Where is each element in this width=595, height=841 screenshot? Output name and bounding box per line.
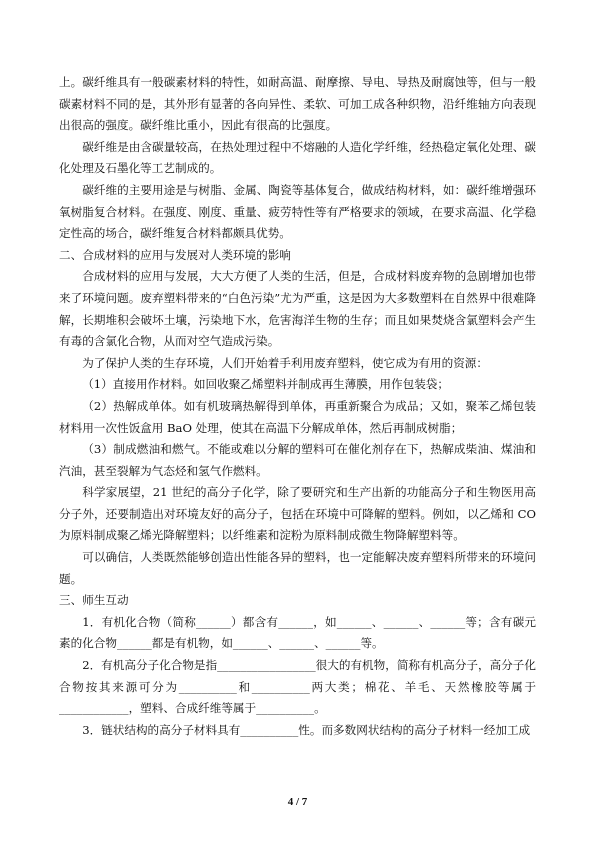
paragraph: 可以确信，人类既然能够创造出性能各异的塑料，也一定能解决废弃塑料所带来的环境问题。: [59, 550, 536, 586]
list-item: （1）直接用作材料。如回收聚乙烯塑料并制成再生薄膜，用作包装袋；: [82, 377, 449, 392]
document-body: [59, 72, 536, 741]
page-number: 4 / 7: [287, 796, 308, 808]
paragraph: 碳纤维是由含碳量较高，在热处理过程中不熔融的人造化学纤维，经热稳定氧化处理、碳化处理及石墨化等工艺制成的。: [59, 139, 536, 176]
exercise-question: 1．有机化合物（简称______）都含有______，如______、______、______等；含有碳元素的化合物______都是有机物，如______、______、______等。: [59, 614, 536, 651]
paragraph: 上。碳纤维具有一般碳素材料的特性，如耐高温、耐摩擦、导电、导热及耐腐蚀等，但与一般碳素材料不同的是，其外形有显著的各向异性、柔软、可加工成各种织物，沿纤维轴方向表现出很高的强度。碳纤维比重小，因此有很高的比强度。: [59, 75, 536, 133]
paragraph: 为了保护人类的生存环境，人们开始着手利用废弃塑料，使它成为有用的资源：: [82, 355, 488, 370]
exercise-question: 2．有机高分子化合物是指_________________很大的有机物，简称有机高分子，高分子化合物按其来源可分为__________和__________两大类；棉花、羊毛、天然橡胶等属于____________，塑料、合成纤维等属于__________。: [59, 658, 536, 716]
paragraph: 合成材料的应用与发展，大大方便了人类的生活，但是，合成材料废弃物的急剧增加也带来了环境问题。废弃塑料带来的“白色污染”尤为严重，这是因为大多数塑料在自然界中很难降解，长期堆积会破坏土壤，污染地下水，危害海洋生物的生存；而且如果焚烧含氯塑料会产生有毒的含氯化合物，从而对空气造成污染。: [59, 269, 536, 349]
list-item: （2）热解成单体。如有机玻璃热解得到单体，再重新聚合为成品；又如，聚苯乙烯包装材料用一次性饭盒用 BaO 处理，使其在高温下分解成单体，然后再制成树脂；: [59, 398, 536, 435]
list-item: （3）制成燃油和燃气。不能或难以分解的塑料可在催化剂存在下，热解成柴油、煤油和汽油，甚至裂解为气态烃和氢气作燃料。: [59, 442, 536, 478]
exercise-question: 3．链状结构的高分子材料具有__________性。而多数网状结构的高分子材料一经加工成: [82, 722, 531, 737]
paragraph: 碳纤维的主要用途是与树脂、金属、陶瓷等基体复合，做成结构材料，如：碳纤维增强环氧树脂复合材料。在强度、刚度、重量、疲劳特性等有严格要求的领域，在要求高温、化学稳定性高的场合，碳纤维复合材料都颇具优势。: [59, 182, 536, 241]
section-heading: 三、师生互动: [59, 593, 129, 608]
paragraph: 科学家展望，21 世纪的高分子化学，除了要研究和生产出新的功能高分子和生物医用高分子外，还要制造出对环境友好的高分子，包括在环境中可降解的塑料。例如，以乙烯和 CO 为原料制成聚乙烯光降解塑料；以纤维素和淀粉为原料制成微生物降解塑料等。: [59, 485, 536, 543]
section-heading: 二、合成材料的应用与发展对人类环境的影响: [59, 247, 291, 262]
